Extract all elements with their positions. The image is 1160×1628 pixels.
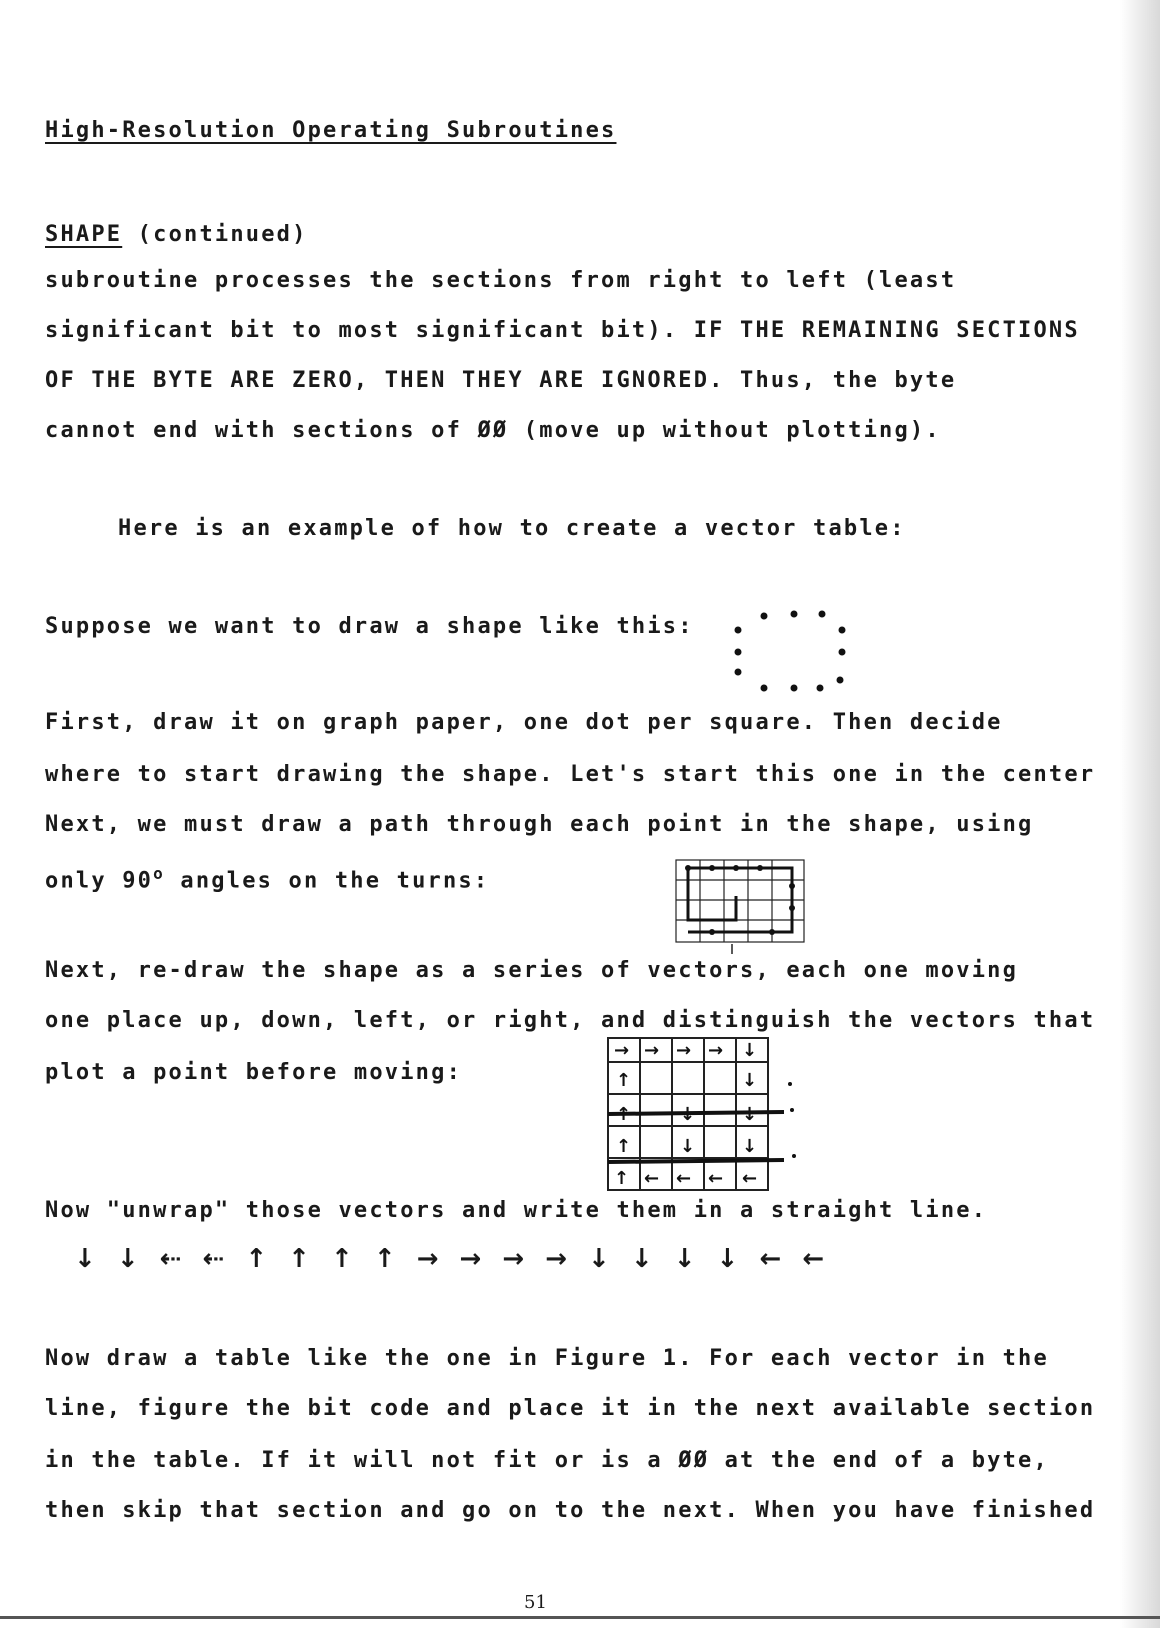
svg-text:→: → <box>708 1040 724 1061</box>
page-number: 51 <box>524 1592 547 1613</box>
paragraph-line: cannot end with sections of ØØ (move up without plotting). <box>45 418 941 443</box>
paragraph-line: one place up, down, left, or right, and distinguish the vectors that <box>45 1008 1096 1033</box>
svg-text:↑: ↑ <box>616 1070 632 1091</box>
paragraph-line: First, draw it on graph paper, one dot per square. Then decide <box>45 710 1003 735</box>
svg-text:↓: ↓ <box>680 1136 696 1157</box>
angles-line <box>45 864 489 893</box>
suppose-line: Suppose we want to draw a shape like this: <box>45 614 694 639</box>
paragraph-line: where to start drawing the shape. Let's start this one in the center <box>45 762 1096 787</box>
section-suffix: (continued) <box>122 222 308 247</box>
vector-grid-figure <box>604 1034 804 1204</box>
svg-text:↓: ↓ <box>742 1040 758 1061</box>
paragraph-line: Next, re-draw the shape as a series of vectors, each one moving <box>45 958 1019 983</box>
vector-sequence: ↓ ↓ ⇠ ⇠ ↑ ↑ ↑ ↑ → → → → ↓ ↓ ↓ ↓ ← ← <box>74 1244 831 1274</box>
svg-text:↑: ↑ <box>616 1104 632 1125</box>
paragraph-line: significant bit to most significant bit). IF THE REMAINING SECTIONS <box>45 318 1080 343</box>
section-title: SHAPE <box>45 222 123 247</box>
paragraph-line: subroutine processes the sections from right to left (least <box>45 268 957 293</box>
page-edge-shadow <box>1120 0 1160 1628</box>
paragraph-line: then skip that section and go on to the next. When you have finished <box>45 1498 1096 1523</box>
svg-text:↓: ↓ <box>742 1136 758 1157</box>
path-grid-figure <box>672 856 812 956</box>
page-heading: High-Resolution Operating Subroutines <box>45 118 617 143</box>
svg-text:→: → <box>614 1040 630 1061</box>
svg-text:↑: ↑ <box>614 1168 630 1189</box>
svg-text:←: ← <box>644 1168 660 1189</box>
unwrap-line: Now "unwrap" those vectors and write them in a straight line. <box>45 1198 988 1223</box>
bottom-rule <box>0 1616 1160 1619</box>
svg-text:↓: ↓ <box>742 1070 758 1091</box>
angles-prefix: only 90 <box>45 868 154 894</box>
svg-text:←: ← <box>676 1168 692 1189</box>
dot-shape-figure <box>730 608 850 698</box>
svg-text:↓: ↓ <box>742 1104 758 1125</box>
degree-symbol: o <box>153 864 165 883</box>
paragraph-line: in the table. If it will not fit or is a ØØ at the end of a byte, <box>45 1448 1049 1473</box>
section-heading <box>45 222 308 247</box>
paragraph-line: OF THE BYTE ARE ZERO, THEN THEY ARE IGNORED. Thus, the byte <box>45 368 957 393</box>
svg-text:↑: ↑ <box>616 1136 632 1157</box>
svg-text:→: → <box>676 1040 692 1061</box>
svg-text:←: ← <box>742 1168 758 1189</box>
paragraph-line: Next, we must draw a path through each point in the shape, using <box>45 812 1034 837</box>
paragraph-line: line, figure the bit code and place it in the next available section <box>45 1396 1096 1421</box>
paragraph-line: Now draw a table like the one in Figure 1. For each vector in the <box>45 1346 1049 1371</box>
example-intro: Here is an example of how to create a vector table: <box>118 516 906 541</box>
svg-text:→: → <box>644 1040 660 1061</box>
paragraph-line: plot a point before moving: <box>45 1060 463 1085</box>
svg-text:←: ← <box>708 1168 724 1189</box>
svg-text:↓: ↓ <box>680 1104 696 1125</box>
angles-suffix: angles on the turns: <box>164 868 490 894</box>
